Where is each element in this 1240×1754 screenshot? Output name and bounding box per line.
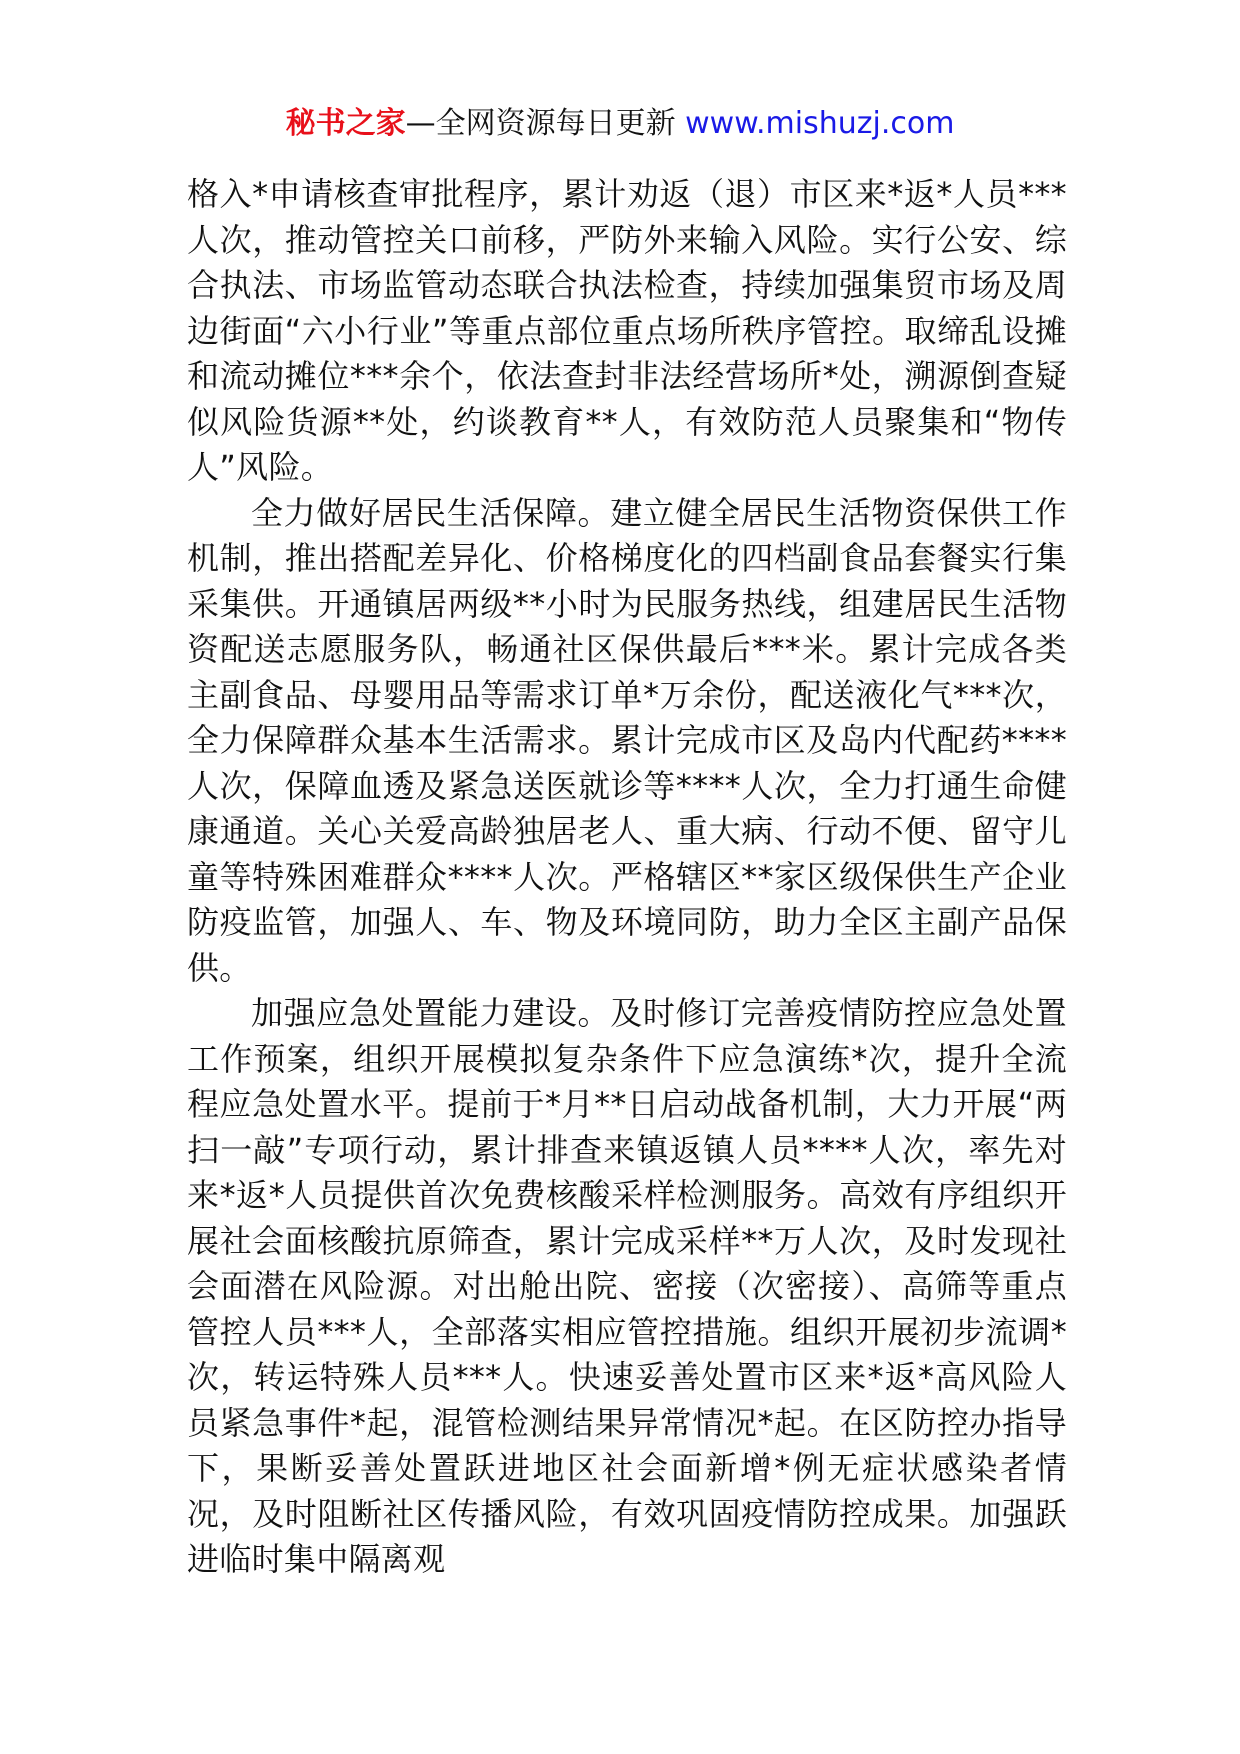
- document-body: [187, 172, 1067, 1583]
- page-header: [0, 104, 1240, 144]
- paragraph-continued: 格入*申请核查审批程序，累计劝返（退）市区来*返*人员***人次，推动管控关口前移，严防外来输入风险。实行公安、综合执法、市场监管动态联合执法检查，持续加强集贸市场及周边街面“六小行业”等重点部位重点场所秩序管控。取缔乱设摊和流动摊位***余个，依法查封非法经营场所*处，溯源倒查疑似风险货源**处，约谈教育**人，有效防范人员聚集和“物传人”风险。: [187, 175, 1067, 486]
- site-tagline: —全网资源每日更新: [405, 106, 676, 141]
- paragraph-living-supplies: 全力做好居民生活保障。建立健全居民生活物资保供工作机制，推出搭配差异化、价格梯度化的四档副食品套餐实行集采集供。开通镇居两级**小时为民服务热线，组建居民生活物资配送志愿服务队，畅通社区保供最后***米。累计完成各类主副食品、母婴用品等需求订单*万余份，配送液化气***次，全力保障群众基本生活需求。累计完成市区及岛内代配药****人次，保障血透及紧急送医就诊等****人次，全力打通生命健康通道。关心关爱高龄独居老人、重大病、行动不便、留守儿童等特殊困难群众****人次。严格辖区**家区级保供生产企业防疫监管，加强人、车、物及环境同防，助力全区主副产品保供。: [187, 493, 1067, 987]
- paragraph-emergency-response: 加强应急处置能力建设。及时修订完善疫情防控应急处置工作预案，组织开展模拟复杂条件下应急演练*次，提升全流程应急处置水平。提前于*月**日启动战备机制，大力开展“两扫一敲”专项行动，累计排查来镇返镇人员****人次，率先对来*返*人员提供首次免费核酸采样检测服务。高效有序组织开展社会面核酸抗原筛查，累计完成采样**万人次，及时发现社会面潜在风险源。对出舱出院、密接（次密接）、高筛等重点管控人员***人，全部落实相应管控措施。组织开展初步流调*次，转运特殊人员***人。快速妥善处置市区来*返*高风险人员紧急事件*起，混管检测结果异常情况*起。在区防控办指导下，果断妥善处置跃进地区社会面新增*例无症状感染者情况，及时阻断社区传播风险，有效巩固疫情防控成果。加强跃进临时集中隔离观: [187, 994, 1067, 1578]
- site-brand: 秘书之家: [285, 106, 406, 141]
- site-url-link[interactable]: www.mishuzj.com: [685, 106, 955, 141]
